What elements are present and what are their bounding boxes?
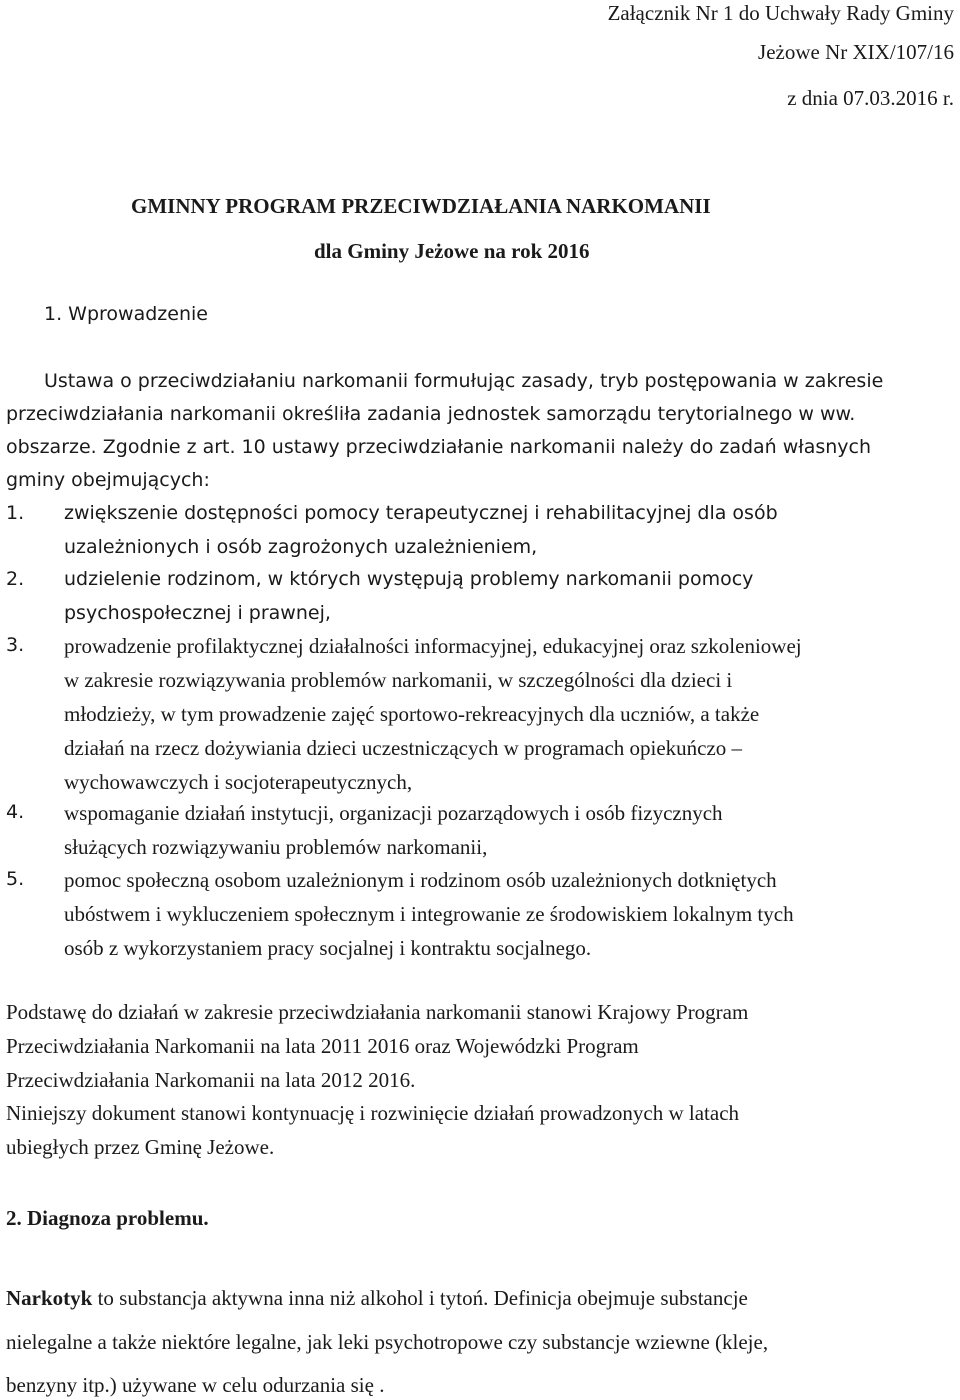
section-heading-introduction: 1. Wprowadzenie — [44, 303, 208, 325]
list-item-text: osób z wykorzystaniem pracy socjalnej i kontraktu socjalnego. — [64, 936, 592, 960]
list-item-text: wychowawczych i socjoterapeutycznych, — [64, 770, 413, 794]
basis-line: Podstawę do działań w zakresie przeciwdziałania narkomanii stanowi Krajowy Program — [6, 1000, 749, 1024]
list-item-text: uzależnionych i osób zagrożonych uzależnieniem, — [64, 536, 538, 558]
intro-line: Ustawa o przeciwdziałaniu narkomanii formułując zasady, tryb postępowania w zakresie — [44, 370, 884, 392]
basis-line: Niniejszy dokument stanowi kontynuację i rozwinięcie działań prowadzonych w latach — [6, 1101, 740, 1125]
definition-line: nielegalne a także niektóre legalne, jak leki psychotropowe czy substancje wziewne (kleje, — [6, 1330, 769, 1354]
list-item-text: zwiększenie dostępności pomocy terapeutycznej i rehabilitacyjnej dla osób — [64, 502, 778, 524]
definition-line: benzyny itp.) używane w celu odurzania się . — [6, 1373, 385, 1397]
list-item-text: pomoc społeczną osobom uzależnionym i rodzinom osób uzależnionych dotkniętych — [64, 868, 777, 892]
list-item-text: psychospołecznej i prawnej, — [64, 602, 331, 624]
list-item-number: 1. — [6, 502, 25, 524]
intro-line: gminy obejmujących: — [6, 469, 210, 491]
list-item-text: działań na rzecz dożywiania dzieci uczestniczących w programach opiekuńczo – — [64, 736, 743, 760]
attachment-header-line1: Załącznik Nr 1 do Uchwały Rady Gminy — [607, 1, 954, 25]
list-item-number: 3. — [6, 634, 25, 656]
list-item-text: prowadzenie profilaktycznej działalności informacyjnej, edukacyjnej oraz szkoleniowej — [64, 634, 802, 658]
list-item-text: udzielenie rodzinom, w których występują problemy narkomanii pomocy — [64, 568, 754, 590]
definition-line — [6, 1286, 954, 1311]
list-item-text: w zakresie rozwiązywania problemów narkomanii, w szczególności dla dzieci i — [64, 668, 733, 692]
list-item-text: młodzieży, w tym prowadzenie zajęć sportowo-rekreacyjnych dla uczniów, a także — [64, 702, 760, 726]
list-item-number: 2. — [6, 568, 25, 590]
list-item-number: 5. — [6, 868, 25, 890]
intro-line: przeciwdziałania narkomanii określiła zadania jednostek samorządu terytorialnego w ww. — [6, 403, 856, 425]
list-item-text: służących rozwiązywaniu problemów narkomanii, — [64, 835, 488, 859]
basis-line: ubiegłych przez Gminę Jeżowe. — [6, 1135, 275, 1159]
list-item-number: 4. — [6, 801, 25, 823]
attachment-header-line2: Jeżowe Nr XIX/107/16 — [758, 40, 954, 64]
attachment-header-line3: z dnia 07.03.2016 r. — [787, 86, 954, 110]
basis-line: Przeciwdziałania Narkomanii na lata 2012 2016. — [6, 1068, 416, 1092]
basis-line: Przeciwdziałania Narkomanii na lata 2011 2016 oraz Wojewódzki Program — [6, 1034, 639, 1058]
section-heading-diagnosis: 2. Diagnoza problemu. — [6, 1206, 209, 1230]
definition-text: to substancja aktywna inna niż alkohol i tytoń. Definicja obejmuje substancje — [92, 1286, 748, 1310]
list-item-text: ubóstwem i wykluczeniem społecznym i integrowanie ze środowiskiem lokalnym tych — [64, 902, 794, 926]
intro-line: obszarze. Zgodnie z art. 10 ustawy przeciwdziałanie narkomanii należy do zadań własnych — [6, 436, 872, 458]
document-title: GMINNY PROGRAM PRZECIWDZIAŁANIA NARKOMANII — [131, 194, 711, 218]
document-subtitle: dla Gminy Jeżowe na rok 2016 — [314, 239, 590, 263]
list-item-text: wspomaganie działań instytucji, organizacji pozarządowych i osób fizycznych — [64, 801, 723, 825]
definition-term: Narkotyk — [6, 1286, 93, 1310]
